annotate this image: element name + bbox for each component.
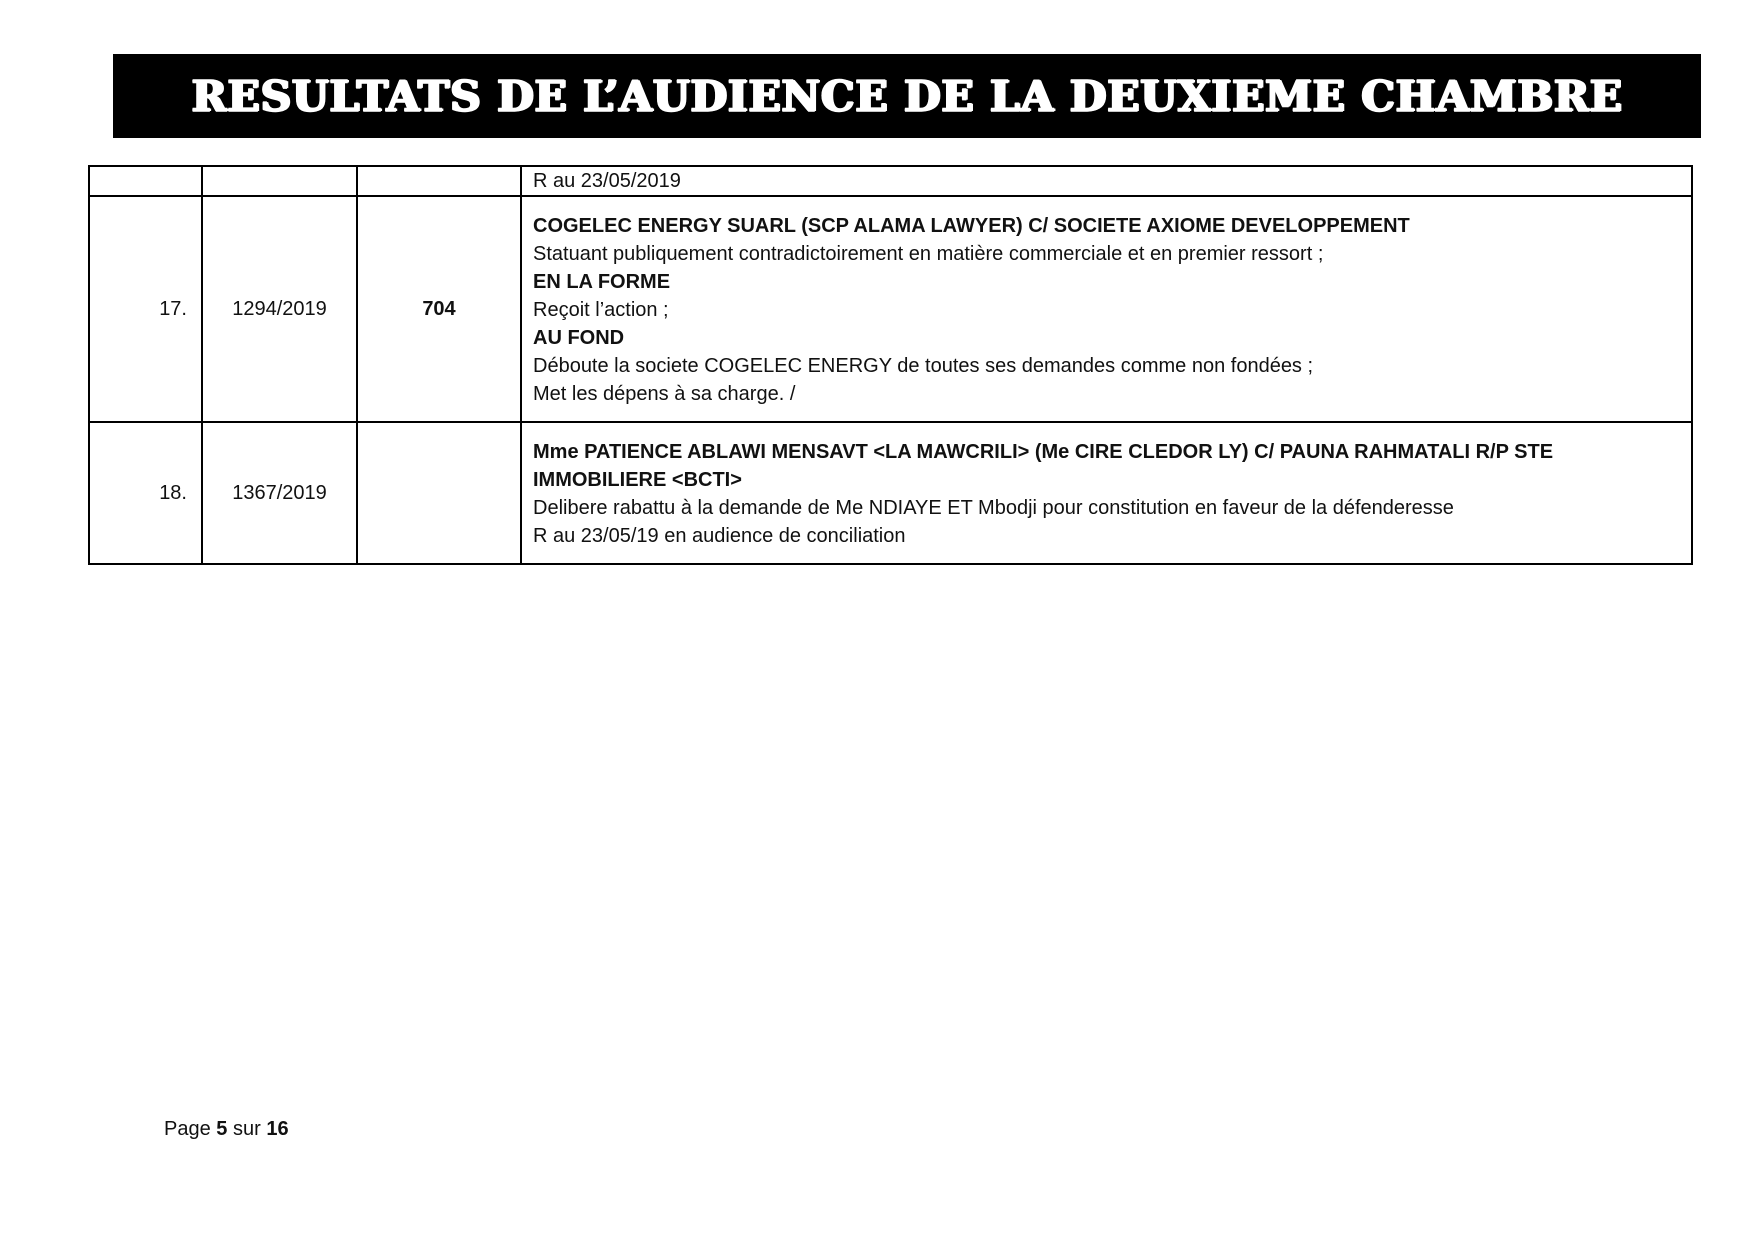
fond-text: Déboute la societe COGELEC ENERGY de toutes ses demandes comme non fondées ; xyxy=(533,355,1314,377)
row-number-cell: 17. xyxy=(89,196,202,422)
decision-cell xyxy=(521,196,1692,422)
statuant-text: Statuant publiquement contradictoirement en matière commerciale et en premier ressort ; xyxy=(533,243,1324,265)
decision-cell xyxy=(521,166,1692,196)
page-number: 5 xyxy=(216,1118,228,1140)
depens-text: Met les dépens à sa charge. / xyxy=(533,383,796,405)
total-pages: 16 xyxy=(266,1118,289,1140)
parties-text: Mme PATIENCE ABLAWI MENSAVT <LA MAWCRILI> (Me CIRE CLEDOR LY) C/ PAUNA RAHMATALI R/P STE IMMOBILIERE <BCTI> xyxy=(533,441,1554,491)
parties-text: COGELEC ENERGY SUARL (SCP ALAMA LAWYER) C/ SOCIETE AXIOME DEVELOPPEMENT xyxy=(533,215,1410,237)
judgment-number-cell xyxy=(357,166,521,196)
row-number-cell: 18. xyxy=(89,422,202,564)
case-number-cell xyxy=(202,166,357,196)
renvoi-text: R au 23/05/19 en audience de conciliation xyxy=(533,525,906,547)
case-number-cell: 1294/2019 xyxy=(202,196,357,422)
judgment-number-cell xyxy=(357,422,521,564)
decision-text: Delibere rabattu à la demande de Me NDIAYE ET Mbodji pour constitution en faveur de la défenderesse xyxy=(533,497,1454,519)
header-banner xyxy=(113,54,1701,138)
fond-heading: AU FOND xyxy=(533,327,625,349)
page-title: RESULTATS DE L’AUDIENCE DE LA DEUXIEME CHAMBRE xyxy=(191,71,1623,121)
forme-heading: EN LA FORME xyxy=(533,271,671,293)
table-row xyxy=(89,196,1692,422)
case-number-cell: 1367/2019 xyxy=(202,422,357,564)
table-row xyxy=(89,422,1692,564)
judgment-number-cell: 704 xyxy=(357,196,521,422)
page-footer xyxy=(164,1115,289,1143)
decision-cell xyxy=(521,422,1692,564)
page-label: Page xyxy=(164,1118,211,1140)
renvoi-text: R au 23/05/2019 xyxy=(533,170,681,192)
table-row xyxy=(89,166,1692,196)
page-of-label: sur xyxy=(232,1118,261,1140)
forme-text: Reçoit l’action ; xyxy=(533,299,669,321)
results-table xyxy=(88,165,1693,565)
row-number-cell xyxy=(89,166,202,196)
